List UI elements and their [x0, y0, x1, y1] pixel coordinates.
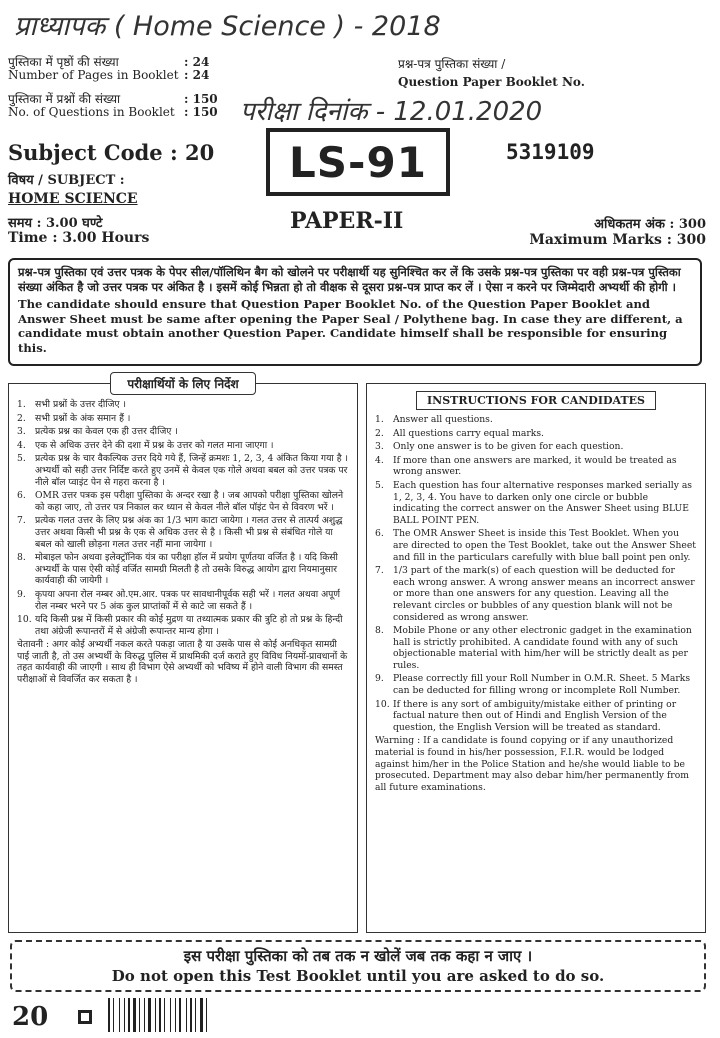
instruction-item [375, 625, 697, 671]
instruction-text: Each question has four alternative responses marked serially as 1, 2, 3, 4. You have to darken only one circle or bubble indicating the correct answer on the Answer Sheet using BLUE BALL POINT PEN. [393, 479, 693, 526]
series-code: LS-91 [289, 137, 427, 187]
handwritten-exam-date: परीक्षा दिनांक - 12.01.2020 [240, 97, 543, 127]
subject-name: HOME SCIENCE [8, 191, 138, 207]
instruction-item [17, 413, 349, 425]
instruction-item [375, 441, 697, 453]
instruction-text: यदि किसी प्रश्न में किसी प्रकार की कोई मुद्रण या तथ्यात्मक प्रकार की त्रुटि हो तो प्रश्न के हिन्दी तथा अंग्रेजी रूपान्तरों में से अंग्रेजी रूपान्तर मान्य होगा । [35, 614, 343, 637]
instruction-text: OMR उत्तर पत्रक इस परीक्षा पुस्तिका के अन्दर रखा है । जब आपको परीक्षा पुस्तिका खोलने को कहा जाए, तो उत्तर पत्र निकाल कर ध्यान से केवल नीले बॉल पॉइंट पेन से विवरण भरें । [35, 490, 344, 513]
instruction-number: 6. [375, 528, 384, 540]
english-warning: Warning : If a candidate is found copying or if any unauthorized material is found in his/her possession, F.I.R. would be lodged against him/her in the Police Station and he/she would liable to be prosecuted. Department may also debar him/her permanently from all future examinations. [375, 735, 689, 793]
barcode-bar [193, 998, 194, 1032]
barcode-bar [141, 998, 143, 1032]
instruction-item [17, 515, 349, 550]
notice-english: The candidate should ensure that Question Paper Booklet No. of the Question Paper Booklet and Answer Sheet must be same after opening the Paper Seal / Polythene bag. In case they are different, a candidate must obtain another Question Paper. Candidate himself shall be responsible for ensuring this. [18, 297, 683, 355]
barcode-bar [164, 998, 165, 1032]
barcode-bar [115, 998, 118, 1032]
instruction-number: 10. [375, 698, 390, 710]
instruction-item [17, 440, 349, 452]
barcode-bar [197, 998, 199, 1032]
notice-hindi: प्रश्न-पत्र पुस्तिका एवं उत्तर पत्रक के पेपर सील/पॉलिथिन बैग को खोलने पर परीक्षार्थी यह सुनिश्चित कर लें कि उसके प्रश्न-पत्र पुस्तिका पर वही प्रश्न-पत्र पुस्तिका संख्या अंकित है जो उत्तर पत्रक पर अंकित है । इसमें कोई भिन्नता हो तो वीक्षक से दूसरा प्रश्न-पत्र प्राप्त कर लें । ऐसा न करने पर जिम्मेदारी अभ्यर्थी की होगी । [18, 265, 681, 294]
max-marks-en: Maximum Marks : 300 [529, 232, 706, 248]
instruction-text: 1/3 part of the mark(s) of each question will be deducted for each wrong answer. A wrong answer means an incorrect answer or more than one answers for any question. Leaving all the relevant circles or bubbles of any question blank will not be considered as wrong answer. [393, 565, 695, 623]
footer-square-icon [78, 1010, 92, 1024]
time-hi: समय : 3.00 घण्टे [8, 216, 103, 231]
time-en: Time : 3.00 Hours [8, 230, 150, 246]
instruction-text: प्रत्येक गलत उत्तर के लिए प्रश्न अंक का 1/3 भाग काटा जायेगा । गलत उत्तर से तात्पर्य अशुद्ध उत्तर अथवा किसी भी प्रश्न के एक से अधिक उत्तर से है । किसी भी प्रश्न से संबंधित गोले या बबल को खाली छोड़ना गलत उत्तर नहीं माना जायेगा । [35, 515, 343, 550]
paper-title: PAPER-II [290, 208, 404, 234]
instruction-item [375, 565, 697, 623]
barcode-bar [128, 998, 130, 1032]
pages-value-en: : 24 [184, 68, 210, 82]
hindi-instructions-title: परीक्षार्थियों के लिए निर्देश [110, 372, 255, 395]
instruction-text: Only one answer is to be given for each question. [393, 441, 624, 453]
booklet-no-label-hi: प्रश्न-पत्र पुस्तिका संख्या / [398, 57, 506, 71]
do-not-open-hi: इस परीक्षा पुस्तिका को तब तक न खोलें जब तक कहा न जाए । [183, 947, 533, 965]
series-box [266, 128, 450, 196]
instruction-number: 3. [17, 426, 26, 438]
instruction-number: 9. [375, 673, 384, 685]
barcode-bar [208, 998, 210, 1032]
barcode-bar [126, 998, 127, 1032]
barcode-bar [177, 998, 178, 1032]
barcode-bar [157, 998, 158, 1032]
instruction-item [17, 552, 349, 587]
instruction-item [375, 673, 697, 696]
barcode-bar [166, 998, 169, 1032]
instruction-number: 2. [17, 412, 26, 424]
barcode-bar [144, 998, 145, 1032]
barcode-bar [159, 998, 161, 1032]
instruction-number: 1. [375, 414, 384, 425]
barcode-bar [113, 998, 114, 1032]
barcode-bar [146, 998, 147, 1032]
instruction-item [17, 490, 349, 513]
barcode-bar [162, 998, 163, 1032]
instruction-number: 6. [17, 490, 26, 502]
instruction-item [17, 589, 349, 612]
instruction-item [17, 426, 349, 438]
handwritten-title: प्राध्यापक ( Home Science ) - 2018 [14, 11, 441, 42]
instruction-text: एक से अधिक उत्तर देने की दशा में प्रश्न के उत्तर को गलत माना जाएगा । [35, 439, 274, 451]
barcode-bar [108, 998, 110, 1032]
english-instructions-title: INSTRUCTIONS FOR CANDIDATES [416, 391, 656, 410]
barcode [108, 998, 211, 1032]
booklet-number: 5319109 [506, 140, 595, 164]
footer-subject-code: 20 [12, 1002, 49, 1032]
instruction-text: मोबाइल फोन अथवा इलेक्ट्रॉनिक यंत्र का परीक्षा हॉल में प्रयोग पूर्णतया वर्जित है । यदि किसी अभ्यर्थी के पास ऐसी कोई वर्जित सामग्री मिलती है तो उसके विरुद्ध आयोग द्वारा नियमानुसार कार्यवाही की जायेगी । [35, 552, 338, 587]
instruction-number: 4. [17, 439, 26, 451]
instruction-number: 7. [375, 565, 384, 577]
booklet-meta [8, 56, 228, 119]
barcode-bar [131, 998, 132, 1032]
instruction-item [375, 455, 697, 478]
barcode-bar [172, 998, 174, 1032]
instruction-number: 5. [17, 453, 26, 465]
barcode-bar [200, 998, 203, 1032]
hindi-warning: चेतावनी : अगर कोई अभ्यर्थी नकल करते पकड़ा जाता है या उसके पास से कोई अनधिकृत सामग्री पाई जाती है, तो उस अभ्यर्थी के विरुद्ध पुलिस में प्राथमिकी दर्ज कराते हुए विविध नियमों-प्रावधानों के तहत कार्यवाही की जाएगी । साथ ही विभाग ऐसे अभ्यर्थी को भविष्य में होने वाली विभाग की समस्त परीक्षाओं से विवर्जित कर सकता है । [17, 639, 348, 686]
instruction-text: All questions carry equal marks. [393, 427, 544, 439]
pages-label-en: Number of Pages in Booklet [8, 68, 179, 82]
instruction-item [17, 453, 349, 488]
instruction-text: If there is any sort of ambiguity/mistake either of printing or factual nature then out of Hindi and English Version of the question, the English Version will be treated as standard. [393, 698, 677, 733]
instruction-item [375, 428, 697, 440]
instruction-text: The OMR Answer Sheet is inside this Test Booklet. When you are directed to open the Test Booklet, take out the Answer Sheet and fill in the particulars carefully with blue ball point pen only. [393, 528, 696, 563]
instruction-text: If more than one answers are marked, it would be treated as wrong answer. [393, 454, 677, 478]
barcode-bar [152, 998, 154, 1032]
do-not-open-box [10, 940, 706, 992]
pages-value: : 24 [184, 55, 210, 69]
instruction-item [375, 414, 697, 426]
barcode-bar [155, 998, 156, 1032]
instruction-number: 4. [375, 454, 384, 466]
instruction-item [375, 528, 697, 563]
subject-label: विषय / SUBJECT : [8, 173, 125, 188]
questions-value: : 150 [184, 92, 218, 106]
barcode-bar [170, 998, 171, 1032]
barcode-bar [139, 998, 140, 1032]
questions-value-en: : 150 [184, 105, 218, 119]
instruction-text: सभी प्रश्नों के अंक समान हैं । [35, 412, 131, 424]
pages-label-hi: पुस्तिका में पृष्ठों की संख्या [8, 55, 119, 69]
barcode-bar [179, 998, 181, 1032]
instruction-text: प्रत्येक प्रश्न का केवल एक ही उत्तर दीजिए । [35, 426, 178, 438]
instruction-number: 2. [375, 427, 384, 439]
barcode-bar [175, 998, 176, 1032]
barcode-bar [119, 998, 120, 1032]
max-marks-hi: अधिकतम अंक : 300 [594, 217, 706, 232]
instruction-text: Please correctly fill your Roll Number in O.M.R. Sheet. 5 Marks can be deducted for filling wrong or incomplete Roll Number. [393, 673, 691, 697]
subject-code: Subject Code : 20 [8, 140, 215, 165]
barcode-bar [124, 998, 125, 1032]
barcode-bar [206, 998, 207, 1032]
notice-box [8, 258, 702, 366]
instruction-number: 7. [17, 515, 26, 527]
hindi-instructions-box [8, 377, 358, 933]
barcode-bar [133, 998, 136, 1032]
instruction-number: 5. [375, 479, 384, 491]
barcode-bar [121, 998, 123, 1032]
instruction-number: 8. [17, 552, 26, 564]
do-not-open-en: Do not open this Test Booklet until you are asked to do so. [111, 967, 605, 985]
instruction-number: 1. [17, 399, 26, 410]
english-instructions-box [366, 383, 706, 933]
instruction-text: Answer all questions. [393, 414, 493, 425]
barcode-bar [195, 998, 196, 1032]
barcode-bar [182, 998, 185, 1032]
barcode-bar [204, 998, 205, 1032]
barcode-bar [148, 998, 151, 1032]
barcode-bar [111, 998, 112, 1032]
instruction-number: 3. [375, 441, 384, 453]
barcode-bar [188, 998, 189, 1032]
hindi-instructions-list [17, 399, 349, 637]
barcode-bar [186, 998, 187, 1032]
instruction-text: कृपया अपना रोल नम्बर ओ.एम.आर. पत्रक पर सावधानीपूर्वक सही भरें । गलत अथवा अपूर्ण रोल नम्बर भरने पर 5 अंक कुल प्राप्तांकों में से काटे जा सकते हैं । [35, 588, 340, 612]
english-instructions-list [375, 414, 697, 733]
instruction-text: Mobile Phone or any other electronic gadget in the examination hall is strictly prohibited. A candidate found with any of such objectionable material with him/her will be strictly dealt as per rules. [393, 625, 692, 671]
instruction-number: 10. [17, 614, 32, 626]
instruction-item [17, 399, 349, 411]
questions-label-hi: पुस्तिका में प्रश्नों की संख्या [8, 92, 121, 106]
questions-label-en: No. of Questions in Booklet [8, 105, 175, 119]
instruction-item [17, 614, 349, 637]
barcode-bar [190, 998, 192, 1032]
barcode-bar [137, 998, 138, 1032]
instruction-number: 9. [17, 588, 26, 600]
instruction-item [375, 699, 697, 734]
instruction-text: प्रत्येक प्रश्न के चार वैकल्पिक उत्तर दिये गये हैं, जिन्हें क्रमशः 1, 2, 3, 4 अंकित किया गया है । अभ्यर्थी को सही उत्तर निर्दिष्ट करते हुए उनमें से केवल एक गोले अथवा बबल को उत्तर पत्रक पर नीले बॉल प्वाइंट पेन से गहरा करना है । [35, 453, 348, 488]
instruction-item [375, 480, 697, 526]
booklet-no-label-en: Question Paper Booklet No. [398, 75, 585, 89]
instruction-number: 8. [375, 625, 384, 637]
instruction-text: सभी प्रश्नों के उत्तर दीजिए । [35, 399, 126, 410]
